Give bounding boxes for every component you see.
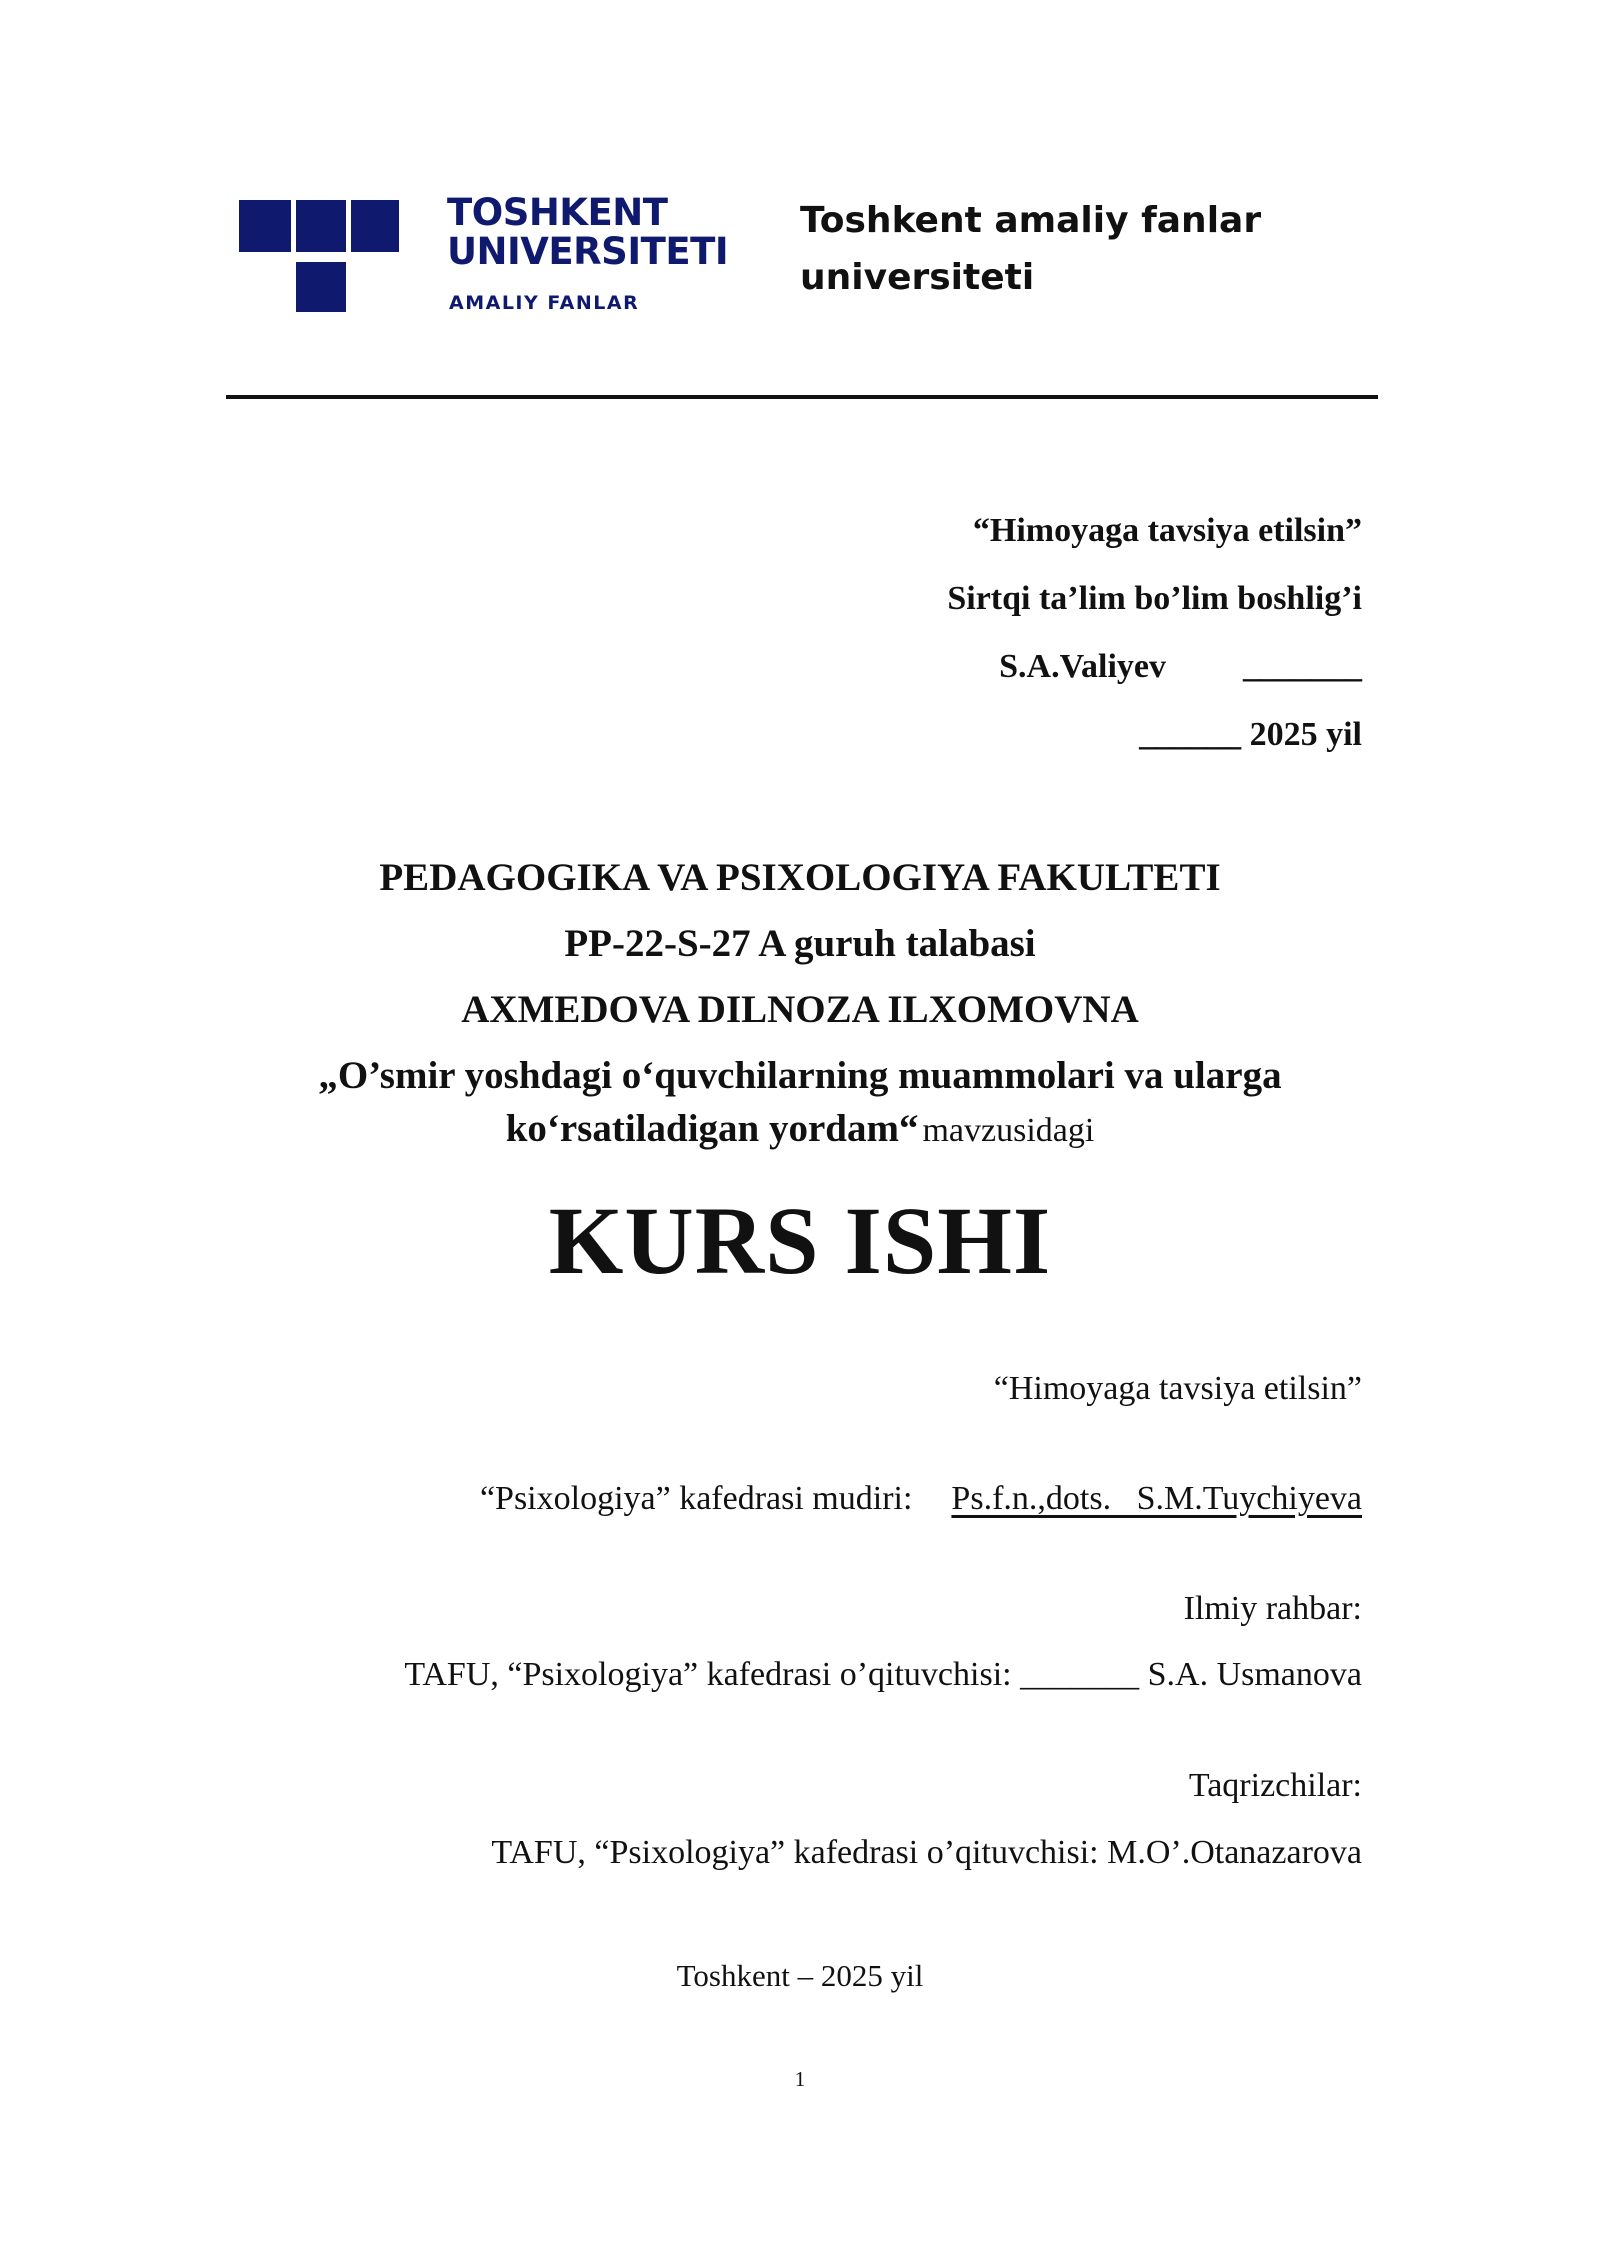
university-name: Toshkent amaliy fanlar universiteti (800, 200, 1262, 298)
logo-word-toshkent: TOSHKENT (447, 191, 668, 234)
reviewer-line: TAFU, “Psixologiya” kafedrasi o’qituvchisi: M.O’.Otanazarova (491, 1834, 1362, 1871)
logo-word-universiteti: UNIVERSITETI (447, 230, 729, 273)
approval-top-date-line (1139, 716, 1362, 754)
supervisor-name: S.A. Usmanova (1147, 1656, 1362, 1693)
logo-subtitle: AMALIY FANLAR (449, 292, 640, 314)
header-divider (226, 395, 1378, 399)
department-head-label: “Psixologiya” kafedrasi mudiri: (479, 1480, 913, 1517)
approval-top-name: S.A.Valiyev (999, 648, 1166, 685)
department-head-line (480, 1480, 1362, 1518)
approval-top-signature-blank: _______ (1243, 648, 1362, 685)
topic-suffix: mavzusidagi (922, 1112, 1095, 1149)
faculty-name: PEDAGOGIKA VA PSIXOLOGIYA FAKULTETI (379, 856, 1221, 899)
approval-bottom-recommend: “Himoyaga tavsiya etilsin” (993, 1370, 1362, 1407)
supervisor-signature-blank: _______ (1020, 1656, 1140, 1693)
approval-top-year: 2025 yil (1249, 716, 1362, 753)
approval-top-date-blank: ______ (1139, 716, 1242, 753)
student-group: PP-22-S-27 A guruh talabasi (564, 922, 1036, 965)
approval-top-recommend: “Himoyaga tavsiya etilsin” (972, 512, 1362, 549)
topic-line-2-text: ko‘rsatiladigan yordam“ (505, 1107, 919, 1150)
approval-top-signature-line (999, 648, 1362, 686)
student-name: AXMEDOVA DILNOZA ILXOMOVNA (461, 988, 1139, 1031)
supervisor-position: TAFU, “Psixologiya” kafedrasi o’qituvchisi: (404, 1656, 1012, 1693)
approval-top-position: Sirtqi ta’lim bo’lim boshlig’i (947, 580, 1362, 617)
logo-square-top-middle (296, 200, 346, 252)
reviewers-label: Taqrizchilar: (1188, 1767, 1362, 1804)
document-title: KURS ISHI (548, 1187, 1052, 1294)
logo-square-top-left (239, 200, 291, 252)
logo-square-top-right (351, 200, 399, 252)
page-number: 1 (794, 2067, 806, 2091)
supervisor-label: Ilmiy rahbar: (1183, 1590, 1362, 1627)
logo-square-bottom (296, 262, 346, 312)
supervisor-line (404, 1656, 1362, 1694)
topic-line-1: „O’smir yoshdagi o‘quvchilarning muammolari va ularga (318, 1054, 1282, 1097)
department-head-name: Ps.f.n.,dots. S.M.Tuychiyeva (951, 1480, 1362, 1517)
topic-line-2 (0, 1106, 1600, 1151)
place-and-year: Toshkent – 2025 yil (676, 1958, 924, 1993)
